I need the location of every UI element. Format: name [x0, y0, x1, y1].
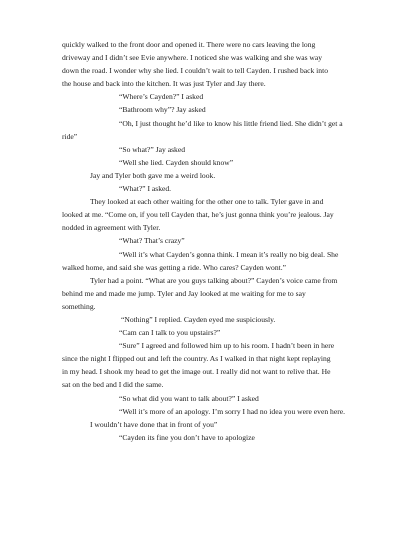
- text-line: sat on the bed and I did the same.: [62, 380, 164, 390]
- text-line: “So what?” Jay asked: [119, 144, 186, 154]
- text-line: walked home, and said she was getting a ride. Who cares? Cayden wont.”: [62, 262, 287, 272]
- text-line: “So what did you want to talk about?” I asked: [119, 393, 259, 403]
- text-line: Jay and Tyler both gave me a weird look.: [90, 170, 216, 180]
- text-line: “Where’s Cayden?” I asked: [119, 92, 204, 102]
- document-body: [62, 38, 362, 444]
- text-line: in my head. I shook my head to get the image out. I really did not want to relive that. He: [62, 367, 331, 377]
- text-line: quickly walked to the front door and opened it. There were no cars leaving the long: [62, 40, 316, 49]
- text-line: “Oh, I just thought he’d like to know his little friend lied. She didn’t get a: [119, 118, 343, 128]
- text-line: “Well it’s more of an apology. I’m sorry I had no idea you were even here.: [119, 406, 345, 416]
- text-line: ride”: [62, 131, 78, 141]
- text-line: “What?” I asked.: [119, 184, 172, 194]
- text-line: “Well she lied. Cayden should know”: [119, 157, 234, 167]
- text-line: “Nothing” I replied. Cayden eyed me suspiciously.: [121, 314, 276, 324]
- text-line: Tyler had a point. “What are you guys talking about?” Cayden’s voice came from: [90, 275, 338, 285]
- text-line: the house and back into the kitchen. It was just Tyler and Jay there.: [62, 79, 266, 89]
- text-line: driveway and I didn’t see Evie anywhere. I noticed she was walking and she was way: [62, 53, 323, 63]
- text-line: I wouldn’t have done that in front of you”: [90, 419, 218, 429]
- text-line: “Sure” I agreed and followed him up to his room. I hadn’t been in here: [119, 341, 335, 351]
- text-line: behind me and made me jump. Tyler and Jay looked at me waiting for me to say: [62, 288, 306, 298]
- text-line: “Cayden its fine you don’t have to apologize: [119, 432, 255, 442]
- text-line: “Cam can I talk to you upstairs?”: [119, 328, 221, 338]
- text-line: They looked at each other waiting for the other one to talk. Tyler gave in and: [90, 197, 324, 207]
- text-line: looked at me. “Come on, if you tell Cayden that, he’s just gonna think you’re jealous. Jay: [62, 210, 334, 220]
- text-line: “What? That’s crazy”: [119, 236, 185, 246]
- text-line: down the road. I wonder why she lied. I couldn’t wait to tell Cayden. I rushed back into: [62, 66, 328, 76]
- text-line: nodded in agreement with Tyler.: [62, 223, 161, 233]
- text-line: “Bathroom why”? Jay asked: [119, 105, 206, 115]
- text-line: “Well it’s what Cayden’s gonna think. I mean it’s really no big deal. She: [119, 249, 339, 259]
- text-line: since the night I flipped out and left the country. As I walked in that night kept replaying: [62, 354, 331, 364]
- text-line: something.: [62, 301, 96, 311]
